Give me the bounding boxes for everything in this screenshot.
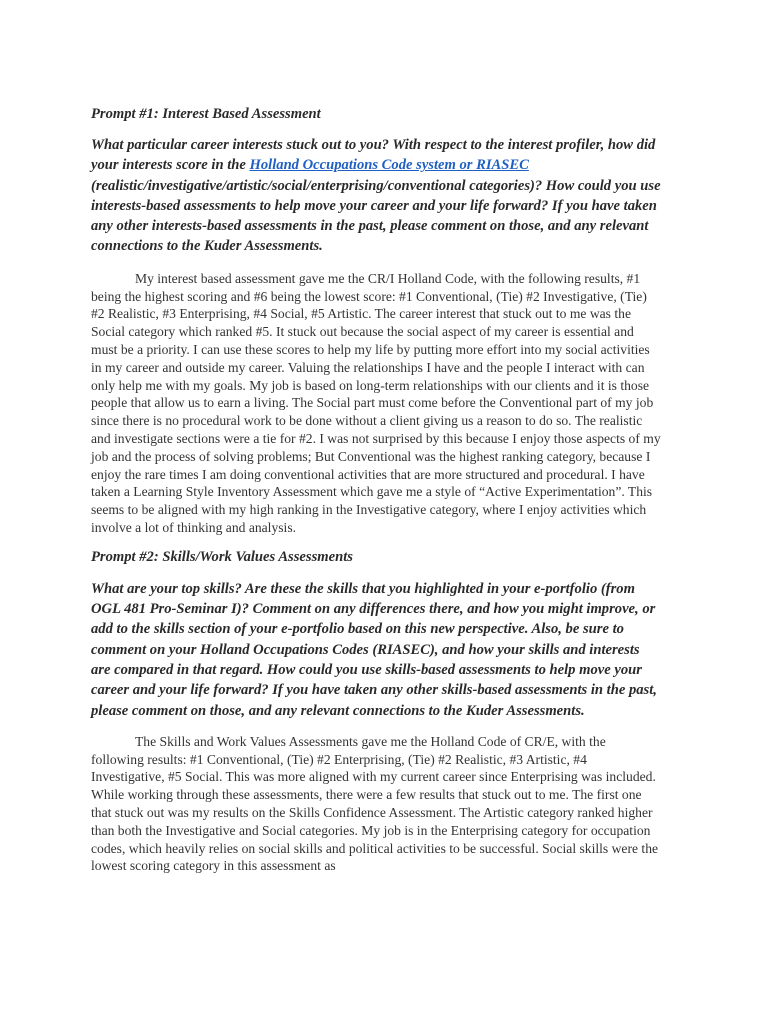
prompt2-heading: Prompt #2: Skills/Work Values Assessments — [91, 548, 353, 565]
prompt1-question-text-b: (realistic/investigative/artistic/social/enterprising/conventional categories)? How could you use interests-based assessments to help move your career and your life forward? If you have taken any other interests-based assessments in the past, please comment on those, and any relevant connections to the Kuder Assessments. — [91, 177, 661, 255]
prompt1-question — [91, 135, 661, 257]
prompt1-heading: Prompt #1: Interest Based Assessment — [91, 106, 321, 122]
document-page — [91, 104, 661, 875]
holland-code-link[interactable]: Holland Occupations Code system or RIASEC — [249, 157, 529, 174]
prompt1-response: My interest based assessment gave me the CR/I Holland Code, with the following results, #1 being the highest scoring and #6 being the lowest score: #1 Conventional, (Tie) #2 Investigative, (Tie) #2 Realistic, #3 Enterprising, #4 Social, #5 Artistic. The career interest that stuck out to me was the Social category which ranked #5. It stuck out because the social aspect of my career is essential and must be a priority. I can use these scores to help my life by putting more effort into my social activities in my career and outside my career. Valuing the relationships I have and the people I interact with can only help me with my goals. My job is based on long-term relationships with our clients and it is those people that allow us to earn a living. The Social part must come before the Conventional part of my job since there is no procedural work to be done without a client giving us a reason to do so. The realistic and investigate sections were a tie for #2. I was not surprised by this because I enjoy those aspects of my job and the process of solving problems; But Conventional was the highest ranking category, because I enjoy the rare times I am doing conventional activities that are more structured and procedural. I have taken a Learning Style Inventory Assessment which gave me a style of “Active Experimentation”. This seems to be aligned with my high ranking in the Investigative category, where I enjoy activities which involve a lot of thinking and analysis. — [91, 270, 661, 535]
prompt2-response: The Skills and Work Values Assessments gave me the Holland Code of CR/E, with the following results: #1 Conventional, (Tie) #2 Enterprising, (Tie) #2 Realistic, #3 Artistic, #4 Investigative, #5 Social. This was more aligned with my current career since Enterprising was included. While working through these assessments, there were a few results that stuck out to me. The first one that stuck out was my results on the Skills Confidence Assessment. The Artistic category ranked higher than both the Investigative and Social categories. My job is in the Enterprising category for occupation codes, which heavily relies on social skills and political activities to be successful. Social skills were the lowest scoring category in this assessment as — [91, 733, 659, 874]
prompt1-question-text-a: What particular career interests stuck out to you? With respect to the interest profiler, how did your interests score in the — [91, 137, 656, 174]
prompt2-question: What are your top skills? Are these the skills that you highlighted in your e-portfolio (from OGL 481 Pro-Seminar I)? Comment on any differences there, and how you might improve, or add to the skills section of your e-portfolio based on this new perspective. Also, be sure to comment on your Holland Occupations Codes (RIASEC), and how your skills and interests are compared in that regard. How could you use skills-based assessments to help move your career and your life forward? If you have taken any other skills-based assessments in the past, please comment on those, and any relevant connections to the Kuder Assessments. — [91, 580, 657, 719]
